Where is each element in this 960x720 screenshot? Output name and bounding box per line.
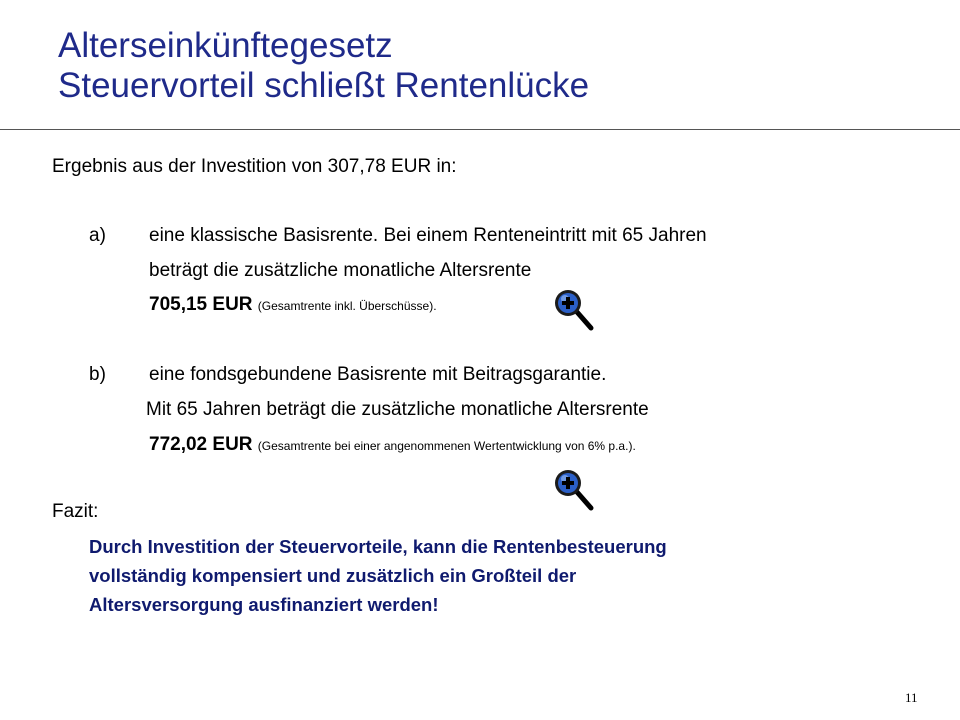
item-a-line-1: eine klassische Basisrente. Bei einem Renteneintritt mit 65 Jahren [149, 225, 707, 246]
intro-text: Ergebnis aus der Investition von 307,78 EUR in: [52, 156, 457, 177]
item-a-amount: 705,15 EUR [149, 294, 253, 315]
item-b-line-2: Mit 65 Jahren beträgt die zusätzliche monatliche Altersrente [146, 399, 649, 420]
fazit-line-3: Altersversorgung ausfinanziert werden! [89, 594, 439, 615]
title-line-1: Alterseinkünftegesetz [58, 26, 393, 65]
item-b-result [149, 434, 636, 457]
item-a-line-2: beträgt die zusätzliche monatliche Altersrente [149, 260, 532, 281]
title-divider [0, 129, 960, 130]
item-b-note: (Gesamtrente bei einer angenommenen Wertentwicklung von 6% p.a.). [257, 439, 636, 453]
item-b-amount: 772,02 EUR [149, 434, 253, 455]
item-a-marker: a) [89, 225, 106, 246]
item-a-note: (Gesamtrente inkl. Überschüsse). [257, 299, 437, 313]
zoom-in-icon[interactable] [553, 468, 597, 512]
zoom-in-icon[interactable] [553, 288, 597, 332]
item-b-line-1: eine fondsgebundene Basisrente mit Beitragsgarantie. [149, 364, 607, 385]
slide-title [58, 26, 589, 106]
title-line-2: Steuervorteil schließt Rentenlücke [58, 66, 590, 105]
item-a-result [149, 294, 437, 317]
fazit-line-2: vollständig kompensiert und zusätzlich ein Großteil der [89, 565, 577, 586]
page-number: 11 [905, 690, 918, 705]
fazit-line-1: Durch Investition der Steuervorteile, kann die Rentenbesteuerung [89, 536, 667, 557]
item-b-marker: b) [89, 364, 106, 385]
fazit-label: Fazit: [52, 501, 99, 522]
